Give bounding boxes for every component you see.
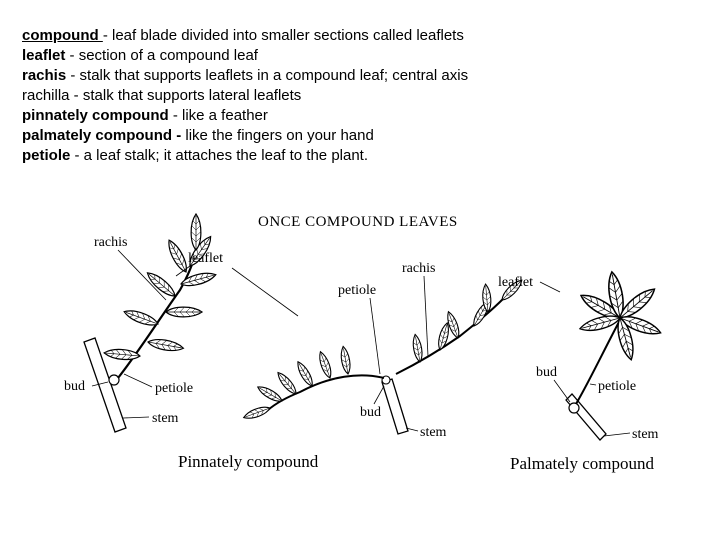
definition-compound [22,26,702,46]
label-bud-right: bud [536,365,557,380]
leader-line [370,298,380,374]
label-stem-right: stem [632,427,659,442]
definition-palmately-compound [22,126,702,146]
bud-left [109,375,119,385]
figure-title: ONCE COMPOUND LEAVES [258,214,458,230]
label-rachis-left: rachis [94,235,128,250]
leader-line [590,384,596,385]
label-petiole-middle: petiole [338,283,377,298]
palmate-leaf [566,271,663,440]
definition-text: - stalk that supports leaflets in a compound leaf; central axis [66,67,469,84]
label-leaflet-left: leaflet [188,251,223,266]
definitions-list [22,26,702,166]
leader-line [123,417,149,418]
term-leaflet: leaflet [22,47,66,64]
compound-leaves-figure [0,200,720,540]
label-petiole-left: petiole [155,381,194,396]
label-bud-middle: bud [360,405,381,420]
leader-line [232,268,298,316]
pinnate-leaf-middle [242,277,524,434]
label-bud-left: bud [64,379,85,394]
definition-text: - a leaf stalk; it attaches the leaf to the plant. [70,147,369,164]
leader-line [124,374,152,387]
bud-right [569,403,579,413]
stem-right [566,394,606,440]
label-stem-middle: stem [420,425,447,440]
definition-text: rachilla - stalk that supports lateral leaflets [22,87,302,104]
caption-palmately-compound: Palmately compound [510,454,655,473]
label-leaflet-right: leaflet [498,275,533,290]
term-rachis: rachis [22,67,67,84]
label-petiole-right: petiole [598,379,637,394]
leader-line [554,380,570,402]
term-compound: compound [22,27,103,44]
leader-line [604,433,630,436]
definition-text: - leaf blade divided into smaller sections called leaflets [102,27,464,44]
leader-line [540,282,560,292]
definition-petiole [22,146,702,166]
label-stem-left: stem [152,411,179,426]
definition-rachis [22,66,702,86]
term-pinnately-compound: pinnately compound [22,107,169,124]
leader-line [118,250,166,300]
definition-rachilla [22,86,702,106]
definition-text: like the fingers on your hand [181,127,374,144]
term-petiole: petiole [22,147,71,164]
definition-leaflet [22,46,702,66]
stem-middle [382,379,408,434]
definition-text: - like a feather [168,107,268,124]
caption-pinnately-compound: Pinnately compound [178,452,319,471]
definition-pinnately-compound [22,106,702,126]
term-palmately-compound: palmately compound - [22,127,182,144]
label-rachis-middle: rachis [402,261,436,276]
definition-text: - section of a compound leaf [65,47,258,64]
leader-line [424,276,428,356]
leader-line [374,386,384,404]
